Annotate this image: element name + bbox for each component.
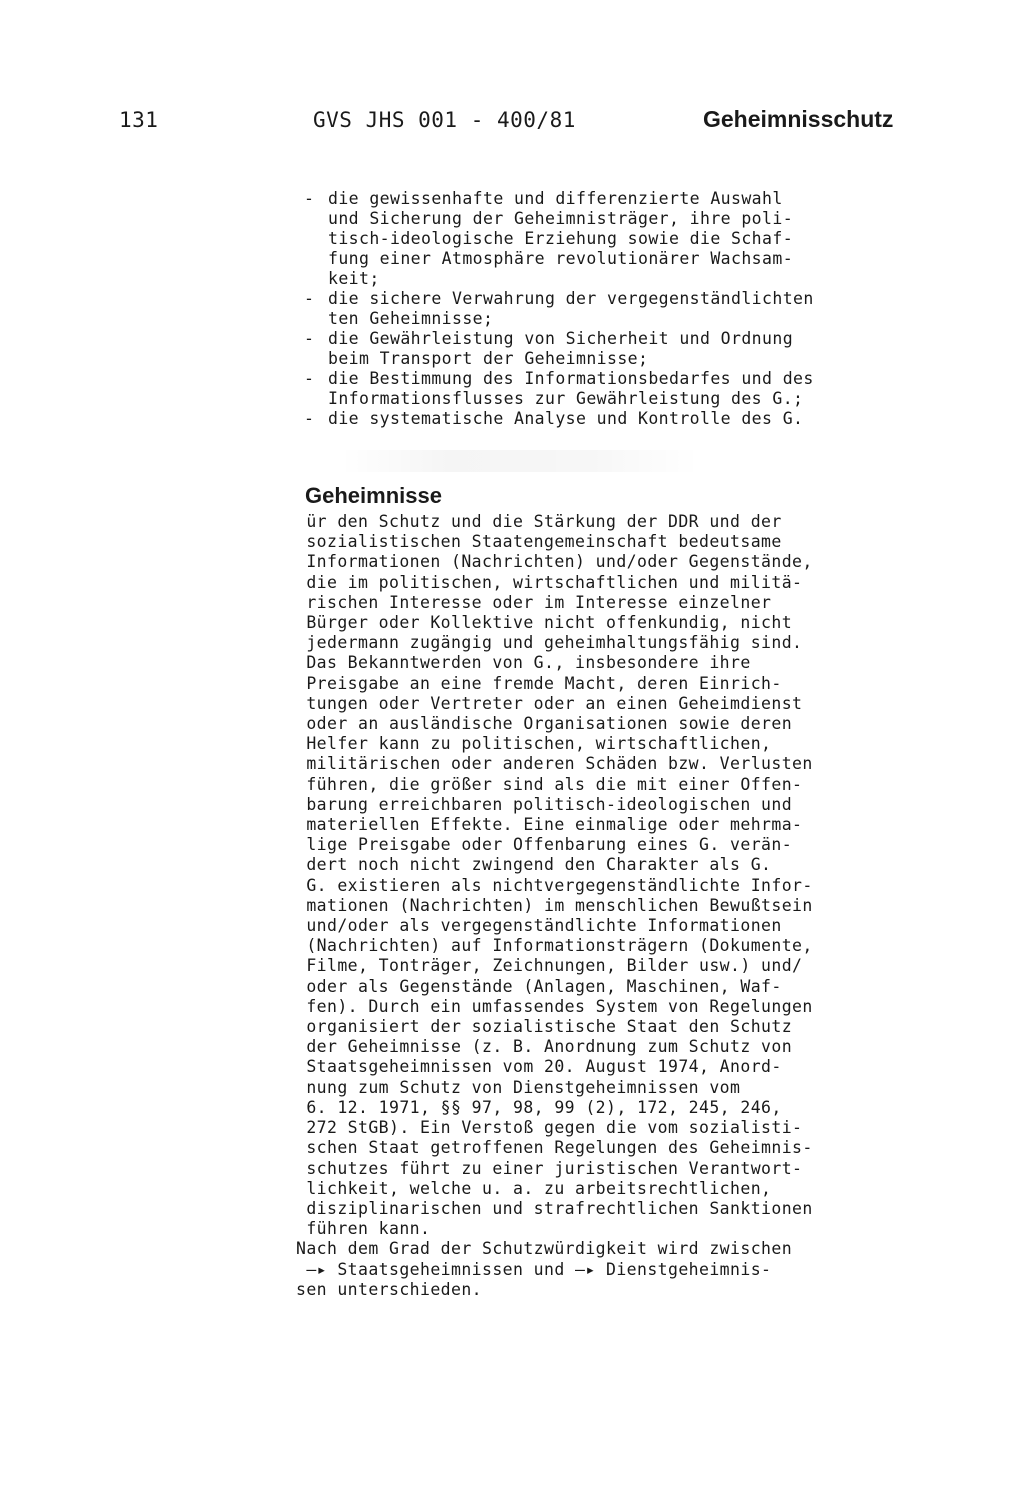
section-heading: Geheimnisse bbox=[305, 483, 442, 508]
section-body bbox=[296, 512, 926, 1300]
bullet-line bbox=[304, 189, 924, 209]
scan-artifact bbox=[340, 450, 700, 472]
body-line: nung zum Schutz von Dienstgeheimnissen vom bbox=[296, 1077, 741, 1097]
body-line: sozialistischen Staatengemeinschaft bedeutsame bbox=[296, 532, 782, 552]
body-line: führen kann. bbox=[296, 1219, 431, 1239]
body-line: oder an ausländische Organisationen sowie deren bbox=[296, 714, 793, 734]
bullet-list bbox=[304, 189, 924, 429]
bullet-text: die Gewährleistung von Sicherheit und Ordnung bbox=[328, 329, 794, 348]
body-line: 272 StGB). Ein Verstoß gegen die vom sozialisti- bbox=[296, 1118, 803, 1138]
body-line: disziplinarischen und strafrechtlichen Sanktionen bbox=[296, 1198, 813, 1218]
body-line: mationen (Nachrichten) im menschlichen Bewußtsein bbox=[296, 895, 813, 915]
bullet-line bbox=[304, 289, 924, 309]
bullet-text: die gewissenhafte und differenzierte Auswahl bbox=[328, 189, 783, 208]
body-line: Informationen (Nachrichten) und/oder Gegenstände, bbox=[296, 552, 813, 572]
bullet-dash: - bbox=[304, 369, 315, 388]
body-line: (Nachrichten) auf Informationsträgern (Dokumente, bbox=[296, 936, 813, 956]
bullet-line: tisch-ideologische Erziehung sowie die Schaf- bbox=[328, 229, 794, 248]
bullet-text: die systematische Analyse und Kontrolle des G. bbox=[328, 409, 804, 428]
page-number: 131 bbox=[119, 108, 159, 132]
body-line: ür den Schutz und die Stärkung der DDR und der bbox=[296, 512, 782, 531]
body-line: Bürger oder Kollektive nicht offenkundig, nicht bbox=[296, 613, 793, 633]
body-line: die im politischen, wirtschaftlichen und militä- bbox=[296, 572, 803, 592]
body-line: Staatsgeheimnissen vom 20. August 1974, Anord- bbox=[296, 1057, 782, 1077]
bullet-item bbox=[304, 189, 924, 289]
body-line: führen, die größer sind als die mit einer Offen- bbox=[296, 774, 803, 794]
bullet-item bbox=[304, 329, 924, 369]
bullet-line bbox=[304, 329, 924, 349]
running-title: Geheimnisschutz bbox=[703, 106, 894, 132]
body-line: rischen Interesse oder im Interesse einzelner bbox=[296, 592, 772, 612]
bullet-line bbox=[304, 369, 924, 389]
body-line: organisiert der sozialistische Staat den Schutz bbox=[296, 1017, 793, 1037]
body-line: der Geheimnisse (z. B. Anordnung zum Schutz von bbox=[296, 1037, 793, 1057]
body-line: schutzes führt zu einer juristischen Verantwort- bbox=[296, 1158, 803, 1178]
bullet-line: Informationsflusses zur Gewährleistung des G.; bbox=[328, 389, 804, 408]
body-line: Helfer kann zu politischen, wirtschaftlichen, bbox=[296, 734, 772, 754]
body-line: tungen oder Vertreter oder an einen Geheimdienst bbox=[296, 693, 803, 713]
body-line: Das Bekanntwerden von G., insbesondere ihre bbox=[296, 653, 751, 673]
document-reference: GVS JHS 001 - 400/81 bbox=[313, 108, 576, 132]
bullet-line: beim Transport der Geheimnisse; bbox=[328, 349, 649, 368]
bullet-dash: - bbox=[304, 289, 315, 308]
body-line: und/oder als vergegenständlichte Informationen bbox=[296, 916, 782, 936]
body-line: 6. 12. 1971, §§ 97, 98, 99 (2), 172, 245, 246, bbox=[296, 1097, 782, 1117]
bullet-line: keit; bbox=[328, 269, 380, 288]
bullet-text: die Bestimmung des Informationsbedarfes und des bbox=[328, 369, 814, 388]
body-line: dert noch nicht zwingend den Charakter als G. bbox=[296, 855, 772, 875]
body-line: militärischen oder anderen Schäden bzw. Verlusten bbox=[296, 754, 813, 774]
body-line: G. existieren als nichtvergegenständlichte Infor- bbox=[296, 875, 813, 895]
body-line: jedermann zugängig und geheimhaltungsfähig sind. bbox=[296, 633, 803, 653]
bullet-line: ten Geheimnisse; bbox=[328, 309, 494, 328]
body-line: barung erreichbaren politisch-ideologischen und bbox=[296, 794, 793, 814]
bullet-line: und Sicherung der Geheimnisträger, ihre poli- bbox=[328, 209, 794, 228]
body-line: fen). Durch ein umfassendes System von Regelungen bbox=[296, 996, 813, 1016]
body-line: schen Staat getroffenen Regelungen des Geheimnis- bbox=[296, 1138, 813, 1158]
bullet-line: fung einer Atmosphäre revolutionärer Wachsam- bbox=[328, 249, 794, 268]
body-line: lige Preisgabe oder Offenbarung eines G. verän- bbox=[296, 835, 793, 855]
body-line: Filme, Tonträger, Zeichnungen, Bilder usw.) und/ bbox=[296, 956, 803, 976]
body-line: materiellen Effekte. Eine einmalige oder mehrma- bbox=[296, 815, 803, 835]
body-line: sen unterschieden. bbox=[296, 1279, 483, 1299]
bullet-line bbox=[304, 409, 924, 429]
bullet-text: die sichere Verwahrung der vergegenständlichten bbox=[328, 289, 814, 308]
bullet-item bbox=[304, 409, 924, 429]
body-line: lichkeit, welche u. a. zu arbeitsrechtlichen, bbox=[296, 1178, 772, 1198]
bullet-dash: - bbox=[304, 329, 315, 348]
bullet-item bbox=[304, 369, 924, 409]
bullet-item bbox=[304, 289, 924, 329]
bullet-dash: - bbox=[304, 189, 315, 208]
body-line: —▸ Staatsgeheimnissen und —▸ Dienstgeheimnis- bbox=[296, 1259, 772, 1279]
bullet-dash: - bbox=[304, 409, 315, 428]
body-line: oder als Gegenstände (Anlagen, Maschinen, Waf- bbox=[296, 976, 782, 996]
body-line: Nach dem Grad der Schutzwürdigkeit wird zwischen bbox=[296, 1239, 793, 1259]
body-line: Preisgabe an eine fremde Macht, deren Einrich- bbox=[296, 673, 782, 693]
